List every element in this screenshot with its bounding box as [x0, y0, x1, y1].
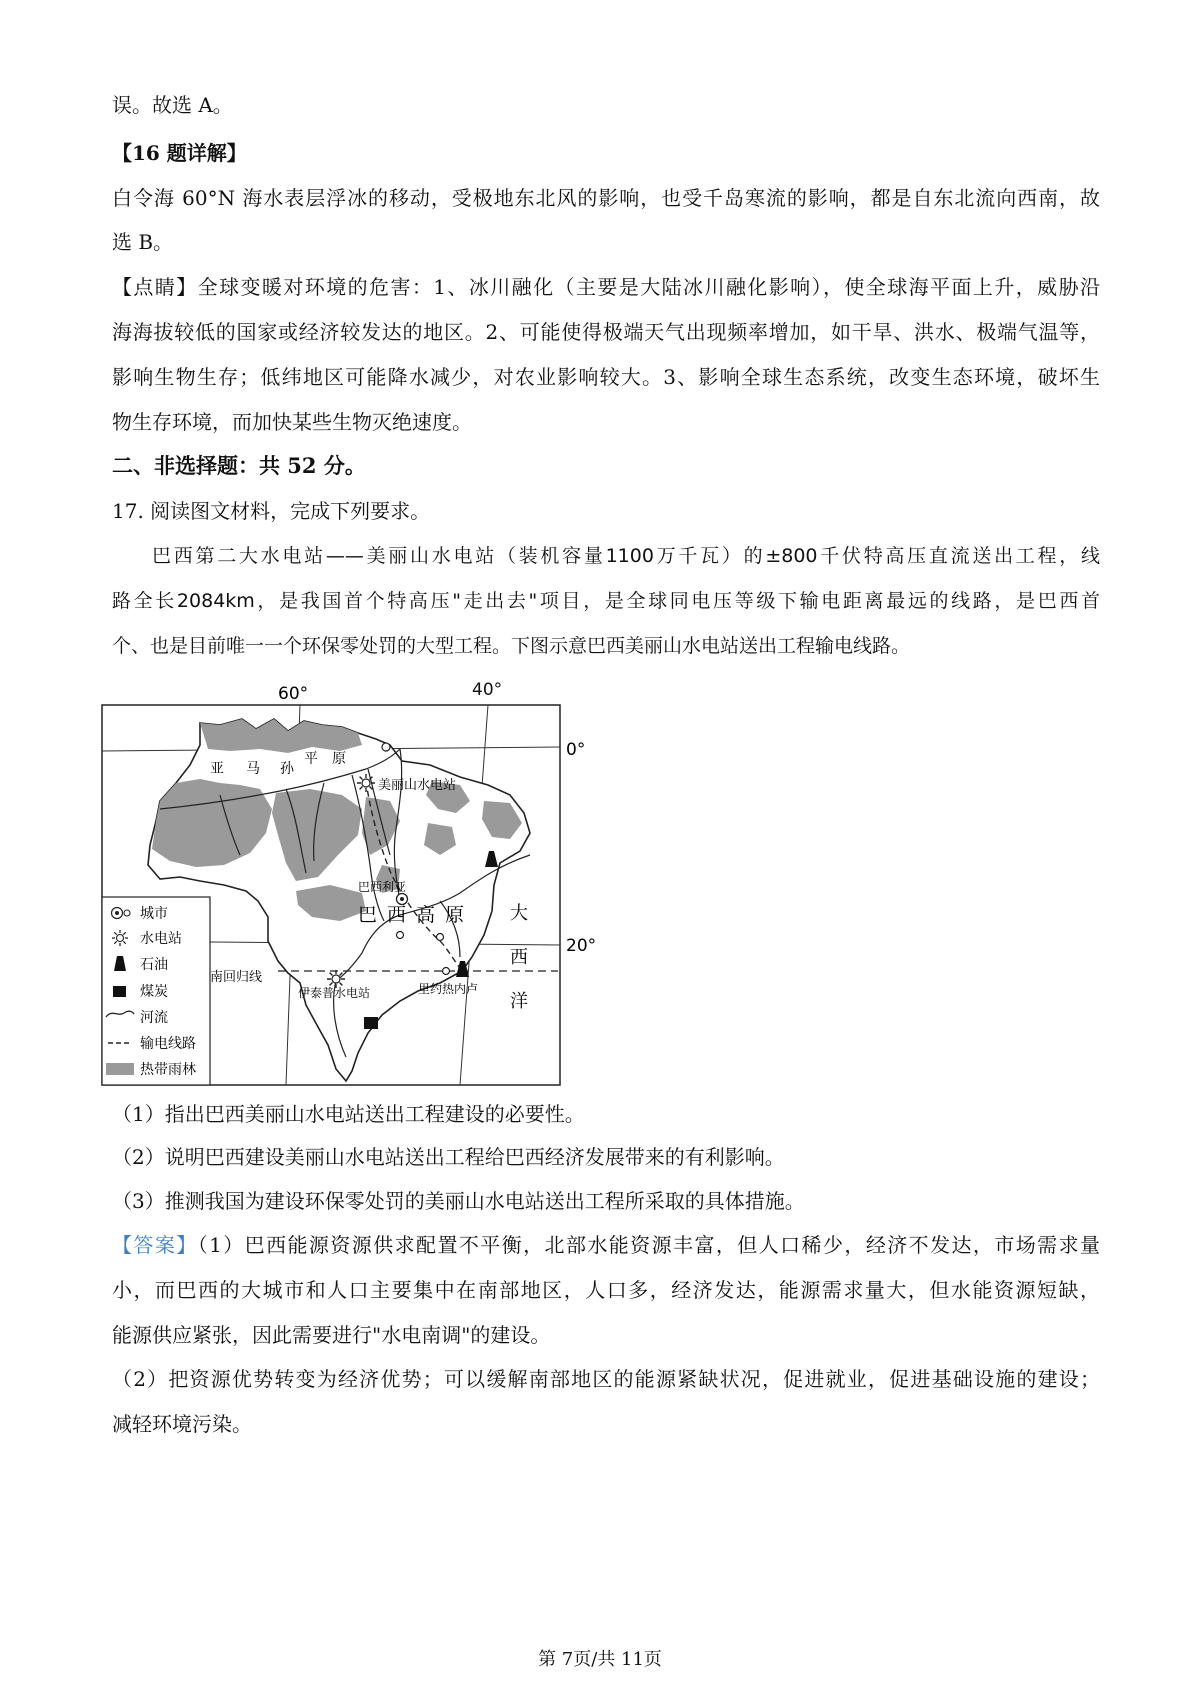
answer-line — [112, 1231, 1100, 1259]
question-line: （2）说明巴西建设美丽山水电站送出工程给巴西经济发展带来的有利影响。 — [112, 1145, 785, 1169]
legend-hydro-label: 水电站 — [140, 931, 182, 947]
page-footer: 第 7页/共 11页 — [538, 1649, 662, 1670]
itaipu-label: 伊泰普水电站 — [298, 986, 371, 1000]
atlantic-char: 大 — [510, 903, 528, 924]
text-line: 白令海 60°N 海水表层浮冰的移动，受极地东北风的影响，也受千岛寒流的影响，都是自东北流向西南，故 — [112, 186, 1100, 210]
material-line: 路全长2084km，是我国首个特高压"走出去"项目，是全球同电压等级下输电距离最远的线路，是巴西首 — [112, 590, 1100, 612]
answer-tag: 【答案】 — [112, 1233, 198, 1257]
lon-label-60: 60° — [278, 684, 309, 704]
answer-line: 小，而巴西的大城市和人口主要集中在南部地区，人口多，经济发达，能源需求量大，但水能资源短缺， — [112, 1278, 1100, 1302]
text-line: 【点睛】全球变暖对环境的危害：1、冰川融化（主要是大陆冰川融化影响），使全球海平面上升，威胁沿 — [112, 275, 1100, 299]
hydro-station-icon — [357, 774, 375, 792]
material-line: 巴西第二大水电站——美丽山水电站（装机容量1100万千瓦）的±800千伏特高压直流送出工程，线 — [152, 545, 1100, 567]
amazon-plain-char: 平 — [304, 751, 318, 767]
subsection-heading: 【16 题详解】 — [112, 141, 247, 165]
coal-icon — [364, 1017, 378, 1029]
text-line: 误。故选 A。 — [112, 93, 233, 117]
material-line: 个、也是目前唯一一个环保零处罚的大型工程。下图示意巴西美丽山水电站送出工程输电线路。 — [112, 635, 911, 657]
lat-label-0: 0° — [566, 740, 586, 760]
answer-text: （1）巴西能源资源供求配置不平衡，北部水能资源丰富，但人口稀少，经济不发达，市场需求量 — [197, 1233, 1101, 1257]
legend-hydro-icon — [112, 930, 128, 946]
text-line: 影响生物生存；低纬地区可能降水减少，对农业影响较大。3、影响全球生态系统，改变生态环境，破坏生 — [112, 365, 1100, 389]
legend-city-label: 城市 — [140, 906, 168, 922]
text-line: 海海拔较低的国家或经济较发达的地区。2、可能使得极端天气出现频率增加，如干旱、洪水、极端气温等， — [112, 320, 1100, 344]
amazon-plain-char: 马 — [246, 761, 260, 777]
atlantic-char: 西 — [510, 947, 528, 968]
atlantic-char: 洋 — [510, 991, 528, 1012]
brasilia-label: 巴西利亚 — [358, 880, 407, 894]
amazon-plain-char: 孙 — [280, 761, 294, 777]
legend-line-label: 输电线路 — [140, 1036, 196, 1052]
city-marker — [443, 968, 450, 975]
city-marker — [382, 743, 390, 751]
legend-rainforest-label: 热带雨林 — [140, 1062, 196, 1078]
lat-label-20: 20° — [566, 936, 597, 956]
legend-coal-icon — [113, 986, 126, 997]
city-marker — [437, 934, 444, 941]
text-line: 选 B。 — [112, 230, 174, 254]
city-marker — [397, 932, 404, 939]
legend-coal-label: 煤炭 — [140, 984, 168, 1000]
question-line: （3）推测我国为建设环保零处罚的美丽山水电站送出工程所采取的具体措施。 — [112, 1189, 805, 1213]
amazon-plain-char: 亚 — [210, 761, 224, 777]
rio-label: 里约热内卢 — [418, 982, 479, 996]
capital-dot — [400, 897, 404, 901]
text-line: 物生存环境，而加快某些生物灭绝速度。 — [112, 410, 472, 434]
question-title: 17. 阅读图文材料，完成下列要求。 — [112, 499, 431, 523]
legend-oil-label: 石油 — [140, 957, 168, 973]
brazil-plateau-label: 巴 西 高 原 — [358, 904, 467, 926]
tropic-label: 南回归线 — [210, 970, 263, 985]
legend-rainforest-icon — [106, 1063, 134, 1075]
section-heading: 二、非选择题：共 52 分。 — [112, 453, 366, 478]
answer-line: 减轻环境污染。 — [112, 1412, 252, 1436]
answer-line: （2）把资源优势转变为经济优势；可以缓解南部地区的能源紧缺状况，促进就业，促进基础设施的建设； — [112, 1367, 1100, 1391]
belo-monte-label: 美丽山水电站 — [378, 778, 457, 793]
answer-line: 能源供应紧张，因此需要进行"水电南调"的建设。 — [112, 1323, 551, 1347]
amazon-plain-char: 原 — [332, 751, 346, 767]
lon-label-40: 40° — [472, 680, 503, 700]
question-line: （1）指出巴西美丽山水电站送出工程建设的必要性。 — [112, 1102, 585, 1126]
legend-river-label: 河流 — [140, 1010, 168, 1026]
map-legend — [102, 897, 210, 1085]
